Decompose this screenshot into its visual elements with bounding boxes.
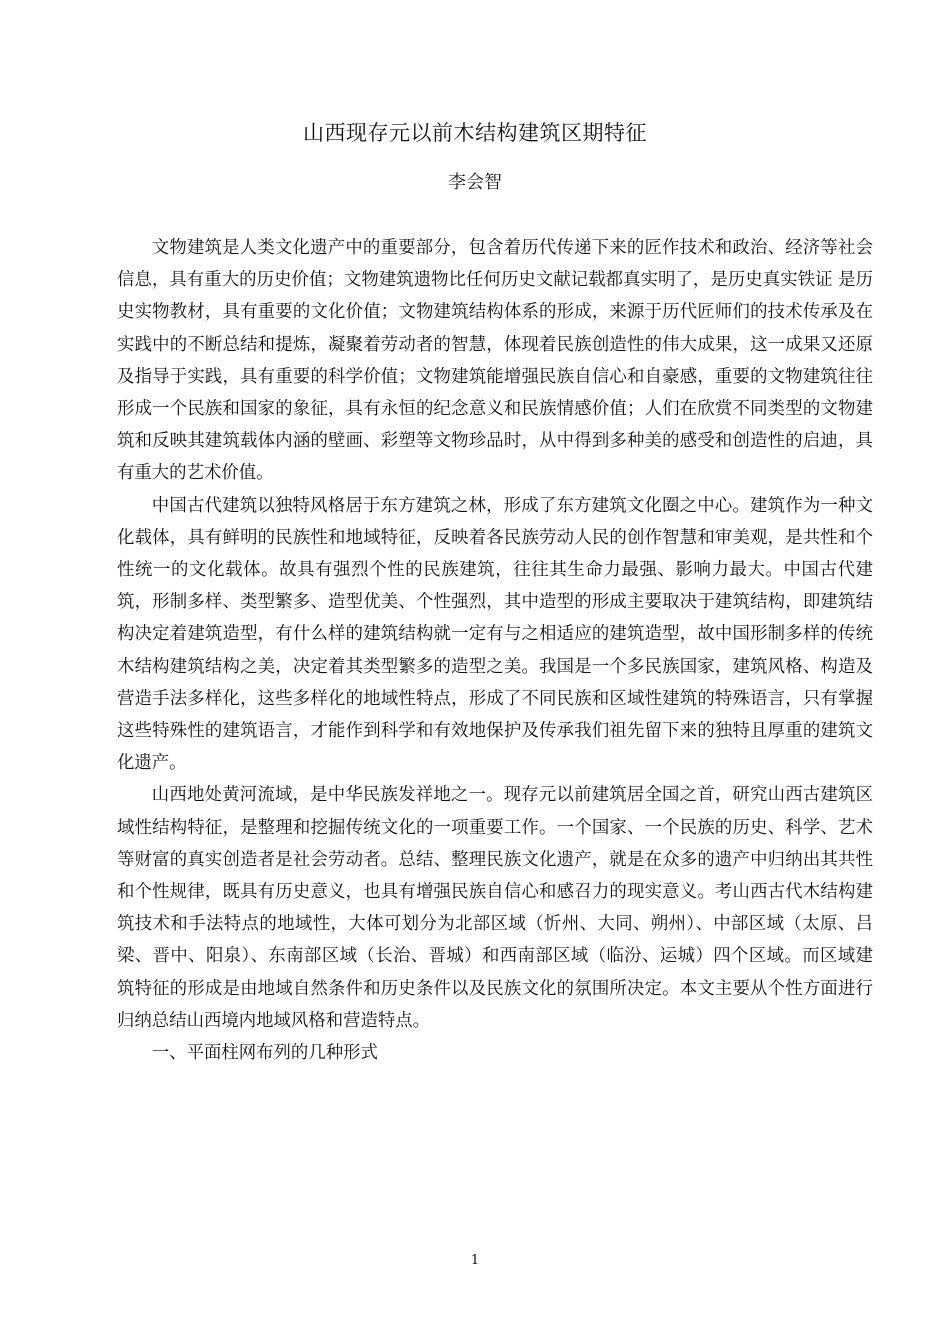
body-paragraph: 中国古代建筑以独特风格居于东方建筑之林，形成了东方建筑文化圈之中心。建筑作为一种文化载体，具有鲜明的民族性和地域特征，反映着各民族劳动人民的创作智慧和审美观，是共性和个性统一的文化载体。故具有强烈个性的民族建筑，往往其生命力最强、影响力最大。中国古代建筑，形制多样、类型繁多、造型优美、个性强烈，其中造型的形成主要取决于建筑结构，即建筑结构决定着建筑造型，有什么样的建筑结构就一定有与之相适应的建筑造型，故中国形制多样的传统木结构建筑结构之美，决定着其类型繁多的造型之美。我国是一个多民族国家，建筑风格、构造及营造手法多样化，这些多样化的地域性特点，形成了不同民族和区域性建筑的特殊语言，只有掌握这些特殊性的建筑语言，才能作到科学和有效地保护及传承我们祖先留下来的独特且厚重的建筑文化遗产。 <box>117 495 873 774</box>
document-body <box>117 232 873 1069</box>
document-title: 山西现存元以前木结构建筑区期特征 <box>303 121 647 145</box>
body-paragraph: 山西地处黄河流域，是中华民族发祥地之一。现存元以前建筑居全国之首，研究山西古建筑区域性结构特征，是整理和挖掘传统文化的一项重要工作。一个国家、一个民族的历史、科学、艺术等财富的真实创造者是社会劳动者。总结、整理民族文化遗产，就是在众多的遗产中归纳出其共性和个性规律，既具有历史意义，也具有增强民族自信心和感召力的现实意义。考山西古代木结构建筑技术和手法特点的地域性，大体可划分为北部区域（忻州、大同、朔州）、中部区域（太原、吕梁、晋中、阳泉）、东南部区域（长治、晋城）和西南部区域（临汾、运城）四个区域。而区域建筑特征的形成是由地域自然条件和历史条件以及民族文化的氛围所决定。本文主要从个性方面进行归纳总结山西境内地域风格和营造特点。 <box>117 785 873 1031</box>
body-paragraph: 文物建筑是人类文化遗产中的重要部分，包含着历代传递下来的匠作技术和政治、经济等社会信息，具有重大的历史价值；文物建筑遗物比任何历史文献记载都真实明了，是历史真实铁证 是历史实物教材，具有重要的文化价值；文物建筑结构体系的形成，来源于历代匠师们的技术传承及在实践中的不断总结和提炼，凝聚着劳动者的智慧，体现着民族创造性的伟大成果，这一成果又还原及指导于实践，具有重要的科学价值；文物建筑能增强民族自信心和自豪感，重要的文物建筑往往形成一个民族和国家的象征，具有永恒的纪念意义和民族情感价值；人们在欣赏不同类型的文物建筑和反映其建筑载体内涵的壁画、彩塑等文物珍品时，从中得到多种美的感受和创造性的启迪，具有重大的艺术价值。 <box>117 238 873 484</box>
page-number: 1 <box>470 1253 480 1268</box>
author-name: 李会智 <box>448 172 502 193</box>
section-heading: 一、平面柱网布列的几种形式 <box>151 1043 378 1064</box>
